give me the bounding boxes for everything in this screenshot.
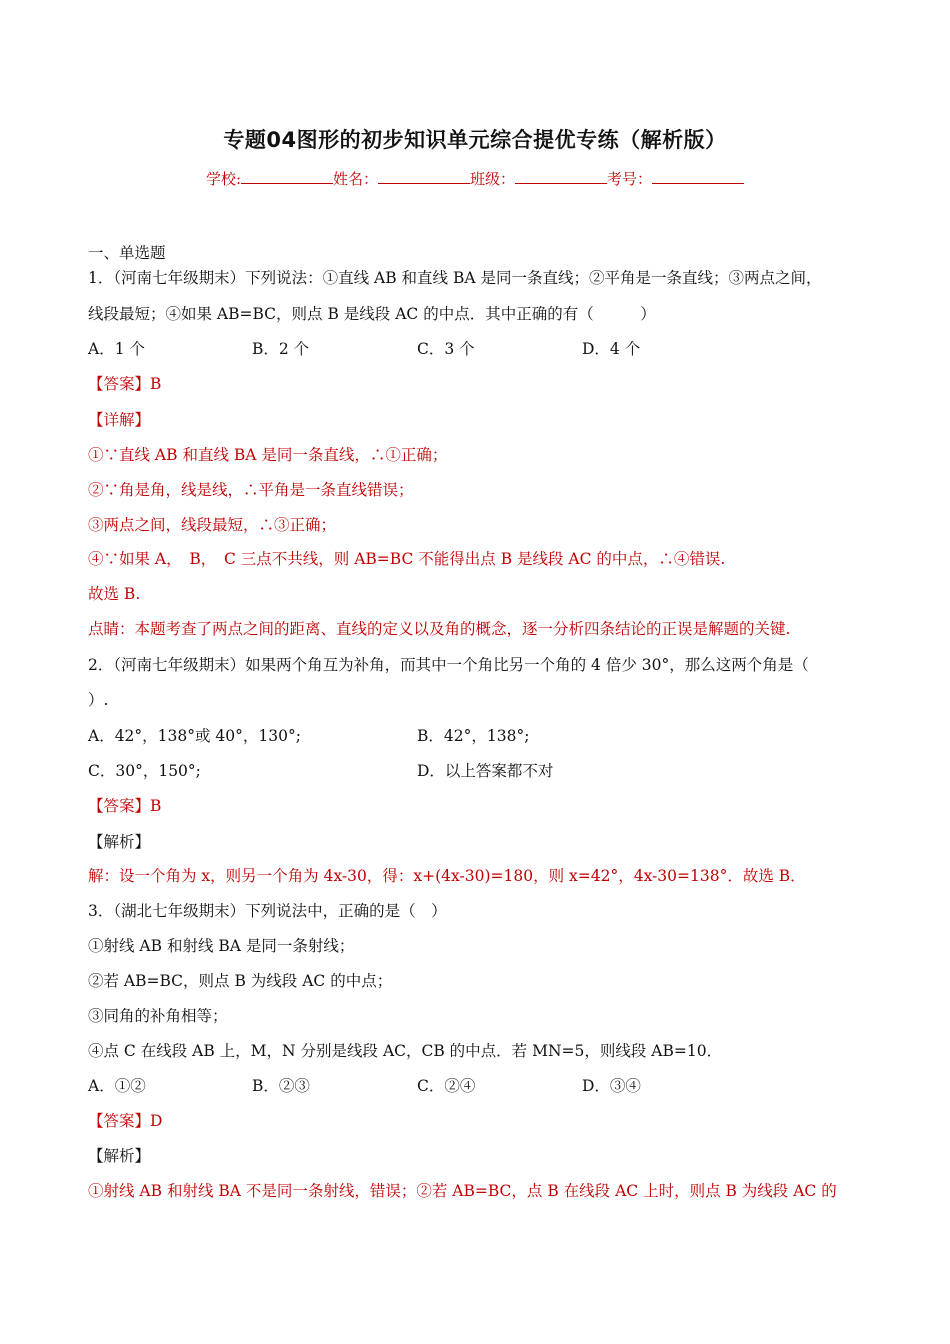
q3-stem: 3．（湖北七年级期末）下列说法中，正确的是（ ）: [88, 902, 447, 920]
q1-option-a: A．1 个: [88, 340, 145, 358]
class-label: 班级：: [470, 170, 516, 188]
q3-analysis-label: 【解析】: [88, 1147, 151, 1165]
class-blank[interactable]: [515, 169, 607, 184]
exam-no-blank[interactable]: [652, 169, 744, 184]
q1-answer: 【答案】B: [88, 375, 162, 393]
q3-answer: 【答案】D: [88, 1112, 163, 1130]
q3-option-a: A．①②: [88, 1077, 146, 1095]
school-label: 学校:: [205, 170, 241, 188]
q2-option-b: B．42°，138°;: [417, 727, 530, 745]
q3-analysis-1: ①射线 AB 和射线 BA 不是同一条射线，错误；②若 AB=BC，点 B 在线段 AC 上时，则点 B 为线段 AC 的: [88, 1182, 837, 1200]
section-heading: 一、单选题: [88, 244, 166, 262]
name-blank[interactable]: [378, 169, 470, 184]
q2-stem-line2: ）.: [88, 691, 109, 709]
q3-option-b: B．②③: [252, 1077, 310, 1095]
q1-detail-2: ②∵角是角，线是线，∴平角是一条直线错误；: [88, 481, 414, 499]
q1-option-b: B．2 个: [252, 340, 310, 358]
q2-option-a: A．42°，138°或 40°，130°;: [88, 727, 301, 745]
q2-stem-line1: 2．（河南七年级期末）如果两个角互为补角，而其中一个角比另一个角的 4 倍少 30°，那么这两个角是（: [88, 656, 809, 674]
q2-answer: 【答案】B: [88, 797, 162, 815]
q2-option-d: D．以上答案都不对: [417, 762, 554, 780]
q1-stem-line2: 线段最短；④如果 AB=BC，则点 B 是线段 AC 的中点．其中正确的有（ ）: [88, 305, 656, 323]
q3-statement-2: ②若 AB=BC，则点 B 为线段 AC 的中点；: [88, 972, 393, 990]
q1-detail-3: ③两点之间，线段最短，∴③正确；: [88, 516, 337, 534]
q2-option-c: C．30°，150°;: [88, 762, 201, 780]
q1-option-d: D．4 个: [582, 340, 641, 358]
q1-detail-6: 点睛：本题考查了两点之间的距离、直线的定义以及角的概念，逐一分析四条结论的正误是解题的关键.: [88, 620, 791, 638]
q2-analysis-1: 解：设一个角为 x，则另一个角为 4x-30，得：x+(4x-30)=180，则 x=42°，4x-30=138°．故选 B．: [88, 867, 806, 885]
q3-option-d: D．③④: [582, 1077, 641, 1095]
page-title: 专题04图形的初步知识单元综合提优专练（解析版）: [223, 128, 727, 152]
q1-option-c: C．3 个: [417, 340, 475, 358]
q3-statement-3: ③同角的补角相等；: [88, 1007, 228, 1025]
exam-no-label: 考号：: [607, 170, 653, 188]
q1-detail-label: 【详解】: [88, 411, 151, 429]
q3-statement-1: ①射线 AB 和射线 BA 是同一条射线；: [88, 937, 355, 955]
q1-detail-5: 故选 B.: [88, 585, 141, 603]
school-blank[interactable]: [241, 169, 333, 184]
q1-stem-line1: 1．（河南七年级期末）下列说法：①直线 AB 和直线 BA 是同一条直线；②平角是一条直线；③两点之间，: [88, 269, 822, 287]
q3-statement-4: ④点 C 在线段 AB 上，M，N 分别是线段 AC，CB 的中点．若 MN=5，则线段 AB=10．: [88, 1042, 723, 1060]
student-info-line: [0, 168, 950, 189]
q2-analysis-label: 【解析】: [88, 833, 151, 851]
q3-option-c: C．②④: [417, 1077, 476, 1095]
q1-detail-1: ①∵直线 AB 和直线 BA 是同一条直线，∴①正确；: [88, 446, 448, 464]
name-label: 姓名：: [333, 170, 379, 188]
q1-detail-4: ④∵如果 A， B， C 三点不共线，则 AB=BC 不能得出点 B 是线段 AC 的中点，∴④错误.: [88, 550, 726, 568]
